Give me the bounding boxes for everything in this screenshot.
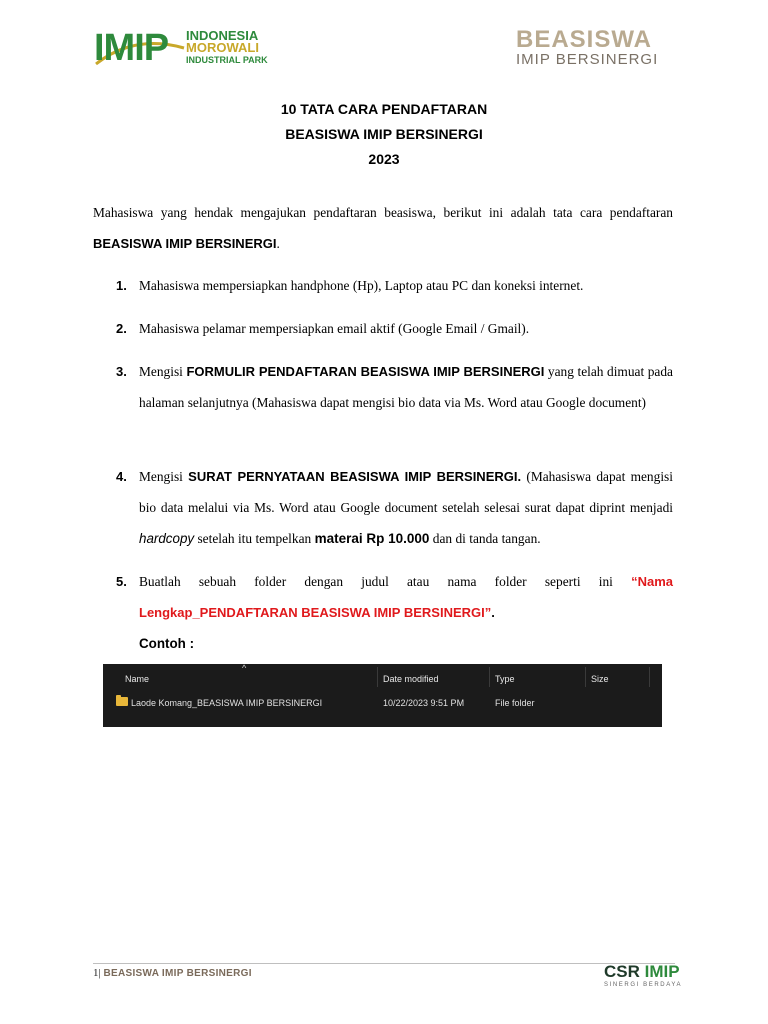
step-text-5 [139,566,673,628]
beasiswa-logo-line2: IMIP BERSINERGI [516,51,659,68]
footer-title: BEASISWA IMIP BERSINERGI [103,968,252,979]
imip-logo [94,28,294,68]
file-explorer-example [103,664,662,727]
step5-quote-close-red: ” [484,605,492,620]
footer-divider [93,963,675,964]
footer-separator: | [98,967,101,979]
step5-quote-close: . [491,605,495,620]
step-number-1: 1. [116,278,127,293]
step3-pre: Mengisi [139,364,183,379]
step4-bold2: materai Rp 10.000 [314,531,430,546]
step4-italic: hardcopy [139,531,195,546]
file-row-name[interactable]: Laode Komang_BEASISWA IMIP BERSINERGI [131,698,323,708]
title-line1: 10 TATA CARA PENDAFTARAN [280,101,488,117]
step4-post3: dan di tanda tangan. [432,531,541,546]
file-row-type: File folder [495,698,535,708]
sort-caret-icon: ^ [242,663,247,673]
imip-logo-line1: INDONESIA [186,28,259,43]
step-number-5: 5. [116,574,127,589]
document-title [0,97,768,172]
imip-logo-line2: MOROWALI [186,40,259,55]
imip-logo-mark: IMIP [94,27,169,69]
csr-logo-tagline: SINERGI BERDAYA [604,982,683,988]
step-text-4 [139,461,673,554]
file-row-date: 10/22/2023 9:51 PM [383,698,465,708]
csr-logo-csr: CSR [604,962,640,981]
step4-post: (Mahasiswa dapat mengisi bio data melalui via Ms. Word atau Google document setelah selesai surat dapat diprint menjadi [139,469,673,515]
step-number-2: 2. [116,321,127,336]
example-label: Contoh : [139,636,195,651]
page-number: 1 [93,967,99,979]
intro-tail: . [276,236,280,251]
folder-icon [116,697,128,706]
step-number-4: 4. [116,469,127,484]
title-line3: 2023 [368,151,400,167]
csr-imip-logo [604,963,682,989]
beasiswa-logo-line1: BEASISWA [516,26,653,53]
column-header-size[interactable]: Size [591,674,609,684]
step-text-1: Mahasiswa mempersiapkan handphone (Hp), Laptop atau PC dan koneksi internet. [139,278,584,293]
step3-post: yang telah dimuat pada halaman selanjutnya (Mahasiswa dapat mengisi bio data via Ms. Word atau Google document) [139,364,673,410]
column-divider[interactable] [377,667,378,687]
imip-logo-line3: INDUSTRIAL PARK [186,55,268,65]
column-divider[interactable] [649,667,650,687]
step-text-2: Mahasiswa pelamar mempersiapkan email aktif (Google Email / Gmail). [139,321,530,336]
column-divider[interactable] [585,667,586,687]
column-header-type[interactable]: Type [495,674,515,684]
step3-bold: FORMULIR PENDAFTARAN BEASISWA IMIP BERSINERGI [186,364,545,379]
beasiswa-logo [516,28,658,68]
column-header-name[interactable]: Name [125,674,150,684]
step5-pre: Buatlah sebuah folder dengan judul atau nama folder seperti ini [139,574,613,589]
column-header-date[interactable]: Date modified [383,674,439,684]
step-text-3 [139,356,673,418]
step-number-3: 3. [116,364,127,379]
step5-red: Nama Lengkap_PENDAFTARAN BEASISWA IMIP BERSINERGI [139,574,673,620]
step5-quote-open: “ [631,574,638,589]
title-line2: BEASISWA IMIP BERSINERGI [285,126,483,142]
footer-text [93,967,252,979]
step4-bold: SURAT PERNYATAAN BEASISWA IMIP BERSINERGI. [188,469,522,484]
intro-bold: BEASISWA IMIP BERSINERGI [93,236,277,251]
step4-pre: Mengisi [139,469,183,484]
step4-post2: setelah itu tempelkan [194,531,312,546]
csr-logo-imip: IMIP [644,962,680,981]
column-divider[interactable] [489,667,490,687]
imip-logo-text [186,30,268,66]
intro-text: Mahasiswa yang hendak mengajukan pendaftaran beasiswa, berikut ini adalah tata cara pendaftaran [93,205,673,220]
intro-paragraph [93,197,673,259]
